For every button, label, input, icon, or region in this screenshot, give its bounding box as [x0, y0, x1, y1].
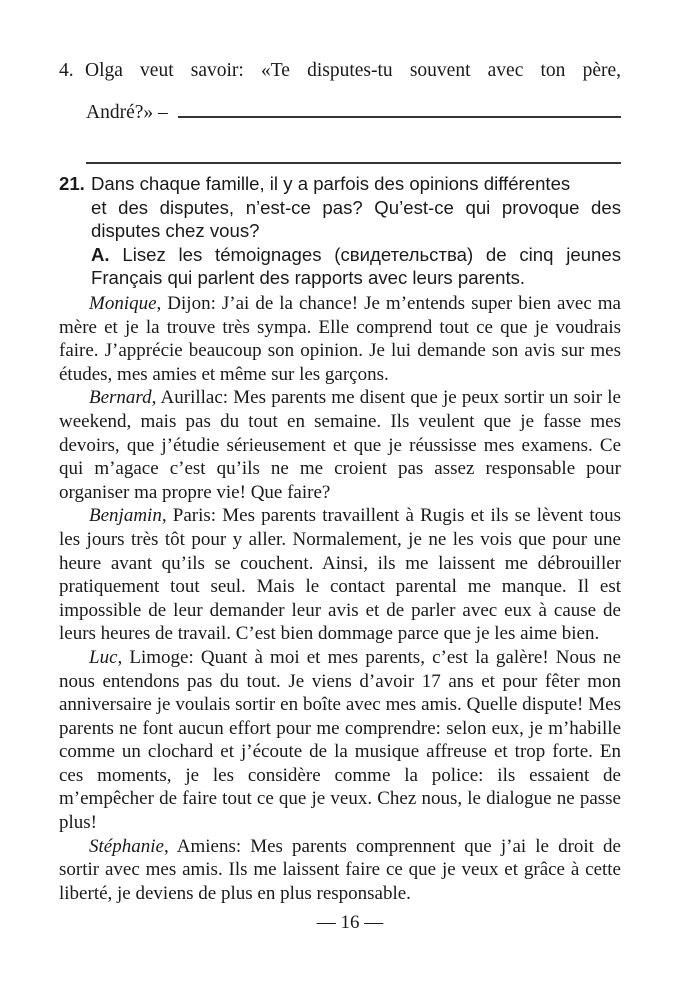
exercise-prompt: et des disputes, n’est-ce pas? Qu’est-ce qui provoque des disputes chez vous?: [91, 196, 621, 241]
task-label: A.: [91, 243, 110, 265]
item-question: Olga veut savoir: «Te disputes-tu souvent avec ton père,: [85, 60, 621, 81]
testimony-paragraph: [59, 504, 621, 646]
task-text: Lisez les témoignages (свидетельства) de cinq jeunes Français qui parlent des rapports avec leurs parents.: [91, 243, 621, 288]
testimony-text: Quant à moi et mes parents, c’est la galère! Nous ne nous entendons pas du tout. Je viens d’avoir 17 ans et pour fêter mon anniversaire je voulais sortir en boîte avec mes amis. Quelle dispute! Mes parents ne font aucun effort pour me comprendre: selon eux, je m’habille comme un clochard et j’écoute de la musique affreuse et trop forte. En ces moments, je les considère comme la police: ils essaient de m’empêcher de faire tout ce que je veux. Chez nous, le dialogue ne passe plus!: [59, 646, 621, 834]
answer-blank-line-1[interactable]: [178, 86, 621, 118]
item-number: 4.: [59, 60, 74, 81]
testimony-text: Mes parents comprennent que j’ai le droit de sortir avec mes amis. Ils me laissent faire ce que je veux et grâce à cette liberté, je deviens de plus en plus responsable.: [59, 835, 621, 904]
item-question-continued: André?» –: [86, 102, 168, 123]
speaker-city: , Dijon:: [156, 293, 216, 314]
speaker-city: , Limoge:: [117, 646, 194, 668]
testimony-paragraph: [59, 646, 621, 835]
testimony-text: J’ai de la chance! Je m’entends super bien avec ma mère et je la trouve très sympa. Elle comprend tout ce que je voudrais faire. J’apprécie beaucoup son opinion. Je lui demande son avis sur mes études, mes amies et même sur les garçons.: [59, 293, 621, 385]
exercise-item-4: [59, 56, 621, 164]
exercise-21: [59, 172, 621, 290]
testimonies-text: [59, 292, 621, 905]
testimony-text: Mes parents me disent que je peux sortir un soir le weekend, mais pas du tout en semaine. Ils veulent que je fasse mes devoirs, que j’étudie sérieusement et que je réussisse mes examens. Ce qui m’agace c’est qu’ils ne me croient pas assez responsable pour organiser ma propre vie! Que faire?: [59, 387, 621, 503]
page-number: — 16 —: [316, 912, 384, 933]
speaker-city: , Amiens:: [163, 835, 242, 857]
item-4-question-line: [59, 56, 621, 86]
speaker-name: Luc: [89, 646, 118, 668]
speaker-name: Stéphanie: [89, 835, 164, 857]
exercise-task-a: [91, 243, 621, 290]
exercise-prompt-line1: Dans chaque famille, il y a parfois des opinions différentes: [91, 173, 571, 194]
testimony-paragraph: [59, 292, 621, 386]
speaker-city: , Paris:: [161, 505, 217, 527]
speaker-name: Monique: [89, 293, 157, 314]
speaker-name: Bernard: [89, 387, 152, 409]
testimony-text: Mes parents travaillent à Rugis et ils se lèvent tous les jours très tôt pour y aller. Normalement, je ne les vois que pour une heure avant qu’ils se couchent. Ainsi, ils me laissent me débrouiller pratiquement tout seul. Mais le contact parental me manque. Il est impossible de leur demander leur avis et de parler avec eux à cause de leurs heures de travail. C’est bien dommage parce que je les aime bien.: [59, 505, 621, 645]
speaker-name: Benjamin: [89, 505, 162, 527]
exercise-number: 21.: [59, 173, 85, 194]
testimony-paragraph: [59, 386, 621, 504]
item-4-answer-row: [86, 86, 621, 126]
testimony-paragraph: [59, 835, 621, 906]
speaker-city: , Aurillac:: [151, 387, 229, 409]
